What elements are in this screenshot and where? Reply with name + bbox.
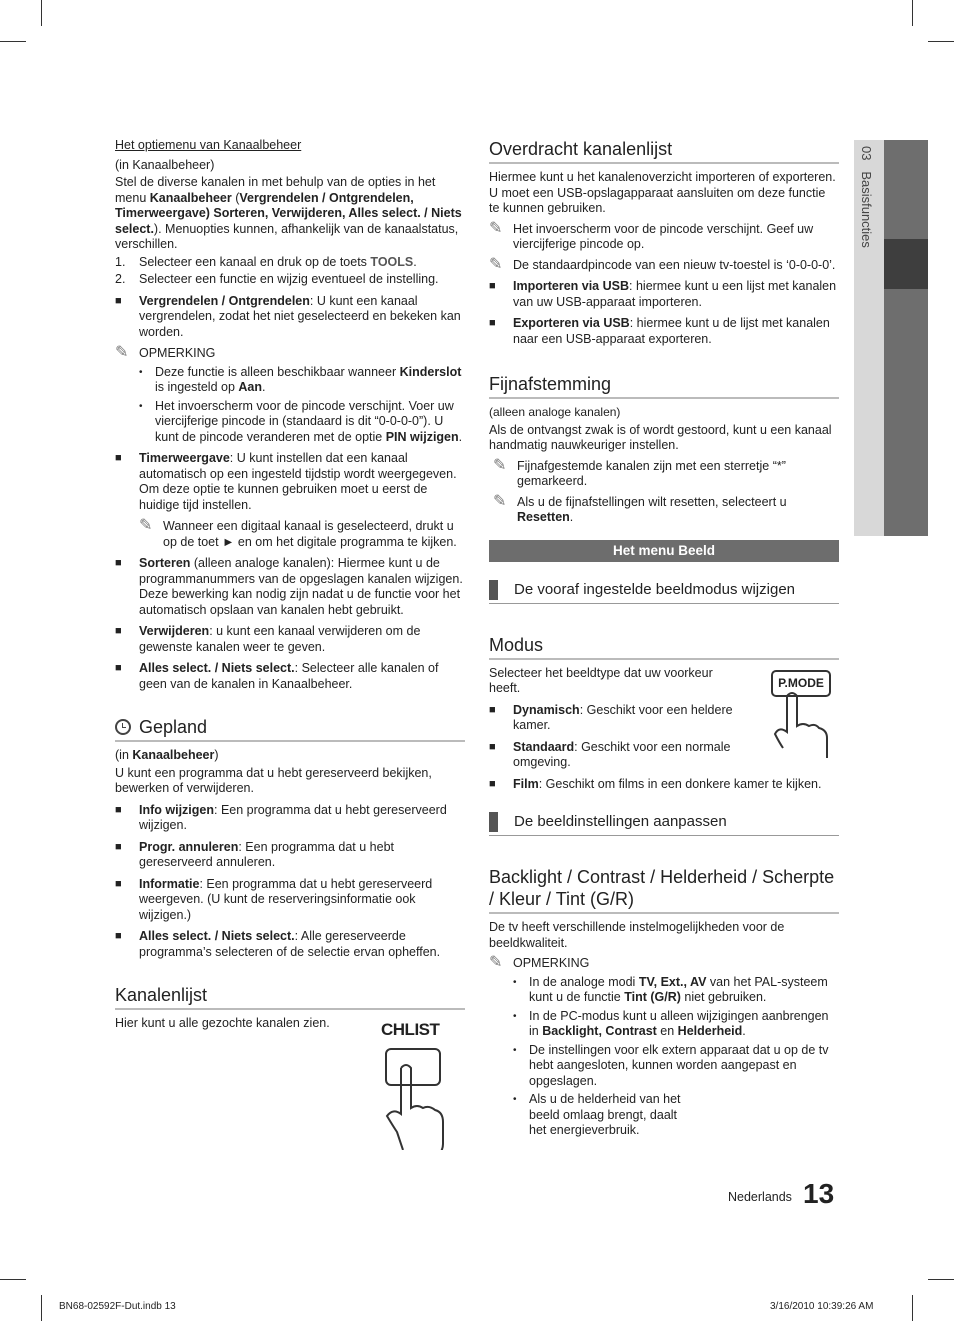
chlist-label: CHLIST [381, 1020, 440, 1039]
list-item: ■ Importeren via USB: hiermee kunt u een lijst met kanalen van uw USB-apparaat importeren. [489, 279, 837, 309]
note-bullets [513, 975, 839, 1139]
list-item: ■ Verwijderen: u kunt een kanaal verwijderen om de gewenste kanalen weer te geven. [115, 624, 421, 654]
crop-mark [928, 41, 954, 42]
section-heading: Gepland [115, 716, 465, 742]
note: ✎ Fijnafgestemde kanalen zijn met een sterretje “*” gemarkeerd. [493, 456, 786, 488]
list-item: ■ Progr. annuleren: Een programma dat u hebt gereserveerd annuleren. [115, 839, 394, 869]
note: ✎ OPMERKING [115, 344, 216, 361]
crop-mark [0, 41, 26, 42]
menu-banner: Het menu Beeld [489, 540, 839, 562]
list-item: • In de PC-modus kunt u alleen wijzigingen aanbrengen in Backlight, Contrast en Helderheid. [513, 1008, 829, 1038]
pmode-button-illustration [771, 670, 835, 760]
list-item: ■ Sorteren (alleen analoge kanalen): Hiermee kunt u de programmanummers van de opgeslagen kanalen wijzigen. Deze bewerking kan nodig zijn nadat u de functie voor het automatisch opslaan van kanalen hebt gebruikt. [115, 556, 463, 617]
chapter-label [859, 146, 874, 248]
crop-mark [928, 1279, 954, 1280]
note: ✎ OPMERKING [489, 954, 590, 971]
bl-text: De tv heeft verschillende instelmogelijkheden voor de beeldkwaliteit. [489, 920, 785, 950]
pmode-label: P.MODE [771, 670, 831, 698]
side-tab-dark [884, 140, 928, 536]
page-number: 13 [803, 1178, 835, 1209]
left-column [115, 138, 465, 1147]
list-item: ■ Timerweergave: U kunt instellen dat een kanaal automatisch op een ingesteld tijdstip wordt weergegeven. Om deze optie te kunnen gebruiken moet u eerst de huidige tijd instellen. [115, 451, 457, 512]
crop-mark [0, 1279, 26, 1280]
list-item: ■ Informatie: Een programma dat u hebt gereserveerd weergeven. (U kunt de reserveringsinformatie ook wijzigen.) [115, 876, 433, 922]
list-item: • De instellingen voor elk extern apparaat dat u op de tv hebt aangesloten, kunnen worden aangepast en opgeslagen. [513, 1042, 829, 1088]
note: ✎ Het invoerscherm voor de pincode verschijnt. Geef uw viercijferige pincode op. [489, 219, 814, 251]
section-heading: Backlight / Contrast / Helderheid / Scherpte / Kleur / Tint (G/R) [489, 866, 839, 914]
section-heading: Overdracht kanalenlijst [489, 138, 839, 164]
note: ✎ Als u de fijnafstellingen wilt resetten, selecteert u Resetten. [493, 492, 787, 524]
note-bullets [139, 365, 465, 446]
chapter-title: Basisfuncties [859, 171, 874, 248]
options-intro: Stel de diverse kanalen in met behulp van de opties in het menu Kanaalbeheer (Vergrendelen / Ontgrendelen, Timerweergave) Sorteren, Verwijderen, Alles select. / Niets select.). Menuopties kunnen, afhankelijk van de kanaalstatus, verschillen. [115, 175, 462, 251]
crop-mark [912, 0, 913, 26]
transfer-text: Hiermee kunt u het kanalenoverzicht importeren of exporteren. U moet een USB-opslagapparaat aansluiten om deze functie te kunnen gebruiken. [489, 170, 836, 215]
footer-date: 3/16/2010 10:39:26 AM [770, 1301, 874, 1312]
step-1: 1. Selecteer een kanaal en druk op de toets TOOLS. [115, 254, 417, 269]
step-2: 2. Selecteer een functie en wijzig eventueel de instelling. [115, 272, 439, 286]
pencil-icon: ✎ [489, 219, 503, 237]
fine-text: Als de ontvangst zwak is of wordt gestoord, kunt u een kanaal handmatig nauwkeuriger instellen. [489, 422, 832, 452]
subsection-heading: De vooraf ingestelde beeldmodus wijzigen [489, 580, 839, 604]
planned-intro: U kunt een programma dat u hebt gereserveerd bekijken, bewerken of verwijderen. [115, 765, 432, 795]
options-menu-title: Het optiemenu van Kanaalbeheer [115, 138, 302, 152]
crop-mark [41, 1295, 42, 1321]
side-tab-marker [884, 239, 928, 289]
crop-mark [41, 0, 42, 26]
note: ✎ De standaardpincode van een nieuw tv-toestel is ‘0-0-0-0’. [489, 255, 836, 273]
fine-subtitle: (alleen analoge kanalen) [489, 405, 621, 419]
chapter-number: 03 [859, 146, 874, 161]
hand-icon [381, 1060, 451, 1150]
pencil-icon: ✎ [139, 517, 153, 534]
list-item: ■ Vergrendelen / Ontgrendelen: U kunt een kanaal vergrendelen, zodat het niet geselecteerd en bekeken kan worden. [115, 293, 461, 339]
list-item: ■ Standaard: Geschikt voor een normale omgeving. [489, 739, 731, 769]
pencil-icon: ✎ [489, 954, 503, 971]
list-item: ■ Exporteren via USB: hiermee kunt u de lijst met kanalen naar een USB-apparaat exporteren. [489, 316, 830, 346]
list-item: • Als u de helderheid van het beeld omlaag brengt, daalt het energieverbruik. [513, 1092, 681, 1137]
footer-file: BN68-02592F-Dut.indb 13 [59, 1301, 176, 1312]
list-item: • In de analoge modi TV, Ext., AV van het PAL-systeem kunt u de functie Tint (G/R) niet gebruiken. [513, 974, 828, 1004]
pencil-icon: ✎ [115, 344, 129, 361]
pencil-icon: ✎ [493, 456, 507, 474]
hand-icon [771, 690, 835, 760]
crop-mark [912, 1295, 913, 1321]
note: ✎ Wanneer een digitaal kanaal is geselecteerd, drukt u op de toet ► en om het digitale programma te kijken. [139, 517, 457, 549]
clock-icon [115, 719, 131, 735]
pencil-icon: ✎ [493, 492, 507, 510]
section-heading: Modus [489, 634, 839, 660]
chlist-button-illustration [381, 1022, 451, 1147]
section-heading: Fijnafstemming [489, 373, 839, 399]
subsection-heading: De beeldinstellingen aanpassen [489, 812, 839, 836]
right-column [489, 138, 839, 1142]
page-language: Nederlands [728, 1190, 792, 1204]
mode-text: Selecteer het beeldtype dat uw voorkeur heeft. [489, 665, 713, 695]
list-item: • Deze functie is alleen beschikbaar wanneer Kinderslot is ingesteld op Aan. [139, 364, 462, 394]
list-item: ■ Alles select. / Niets select.: Alle gereserveerde programma’s selecteren of de selectie ervan opheffen. [115, 929, 441, 959]
planned-subtitle: (in Kanaalbeheer) [115, 748, 219, 762]
list-item: ■ Alles select. / Niets select.: Selecteer alle kanalen of geen van de kanalen in Kanaalbeheer. [115, 661, 439, 691]
pencil-icon: ✎ [489, 255, 503, 273]
list-text: Hier kunt u alle gezochte kanalen zien. [115, 1016, 330, 1030]
list-item: • Het invoerscherm voor de pincode verschijnt. Voer uw viercijferige pincode in (standaard is dit “0-0-0-0”). U kunt de pincode veranderen met de optie PIN wijzigen. [139, 398, 463, 444]
options-menu-subtitle: (in Kanaalbeheer) [115, 157, 215, 172]
section-heading: Kanalenlijst [115, 984, 465, 1010]
list-item: ■ Dynamisch: Geschikt voor een heldere kamer. [489, 702, 733, 732]
list-item: ■ Film: Geschikt om films in een donkere kamer te kijken. [489, 776, 822, 791]
list-item: ■ Info wijzigen: Een programma dat u hebt gereserveerd wijzigen. [115, 802, 447, 832]
